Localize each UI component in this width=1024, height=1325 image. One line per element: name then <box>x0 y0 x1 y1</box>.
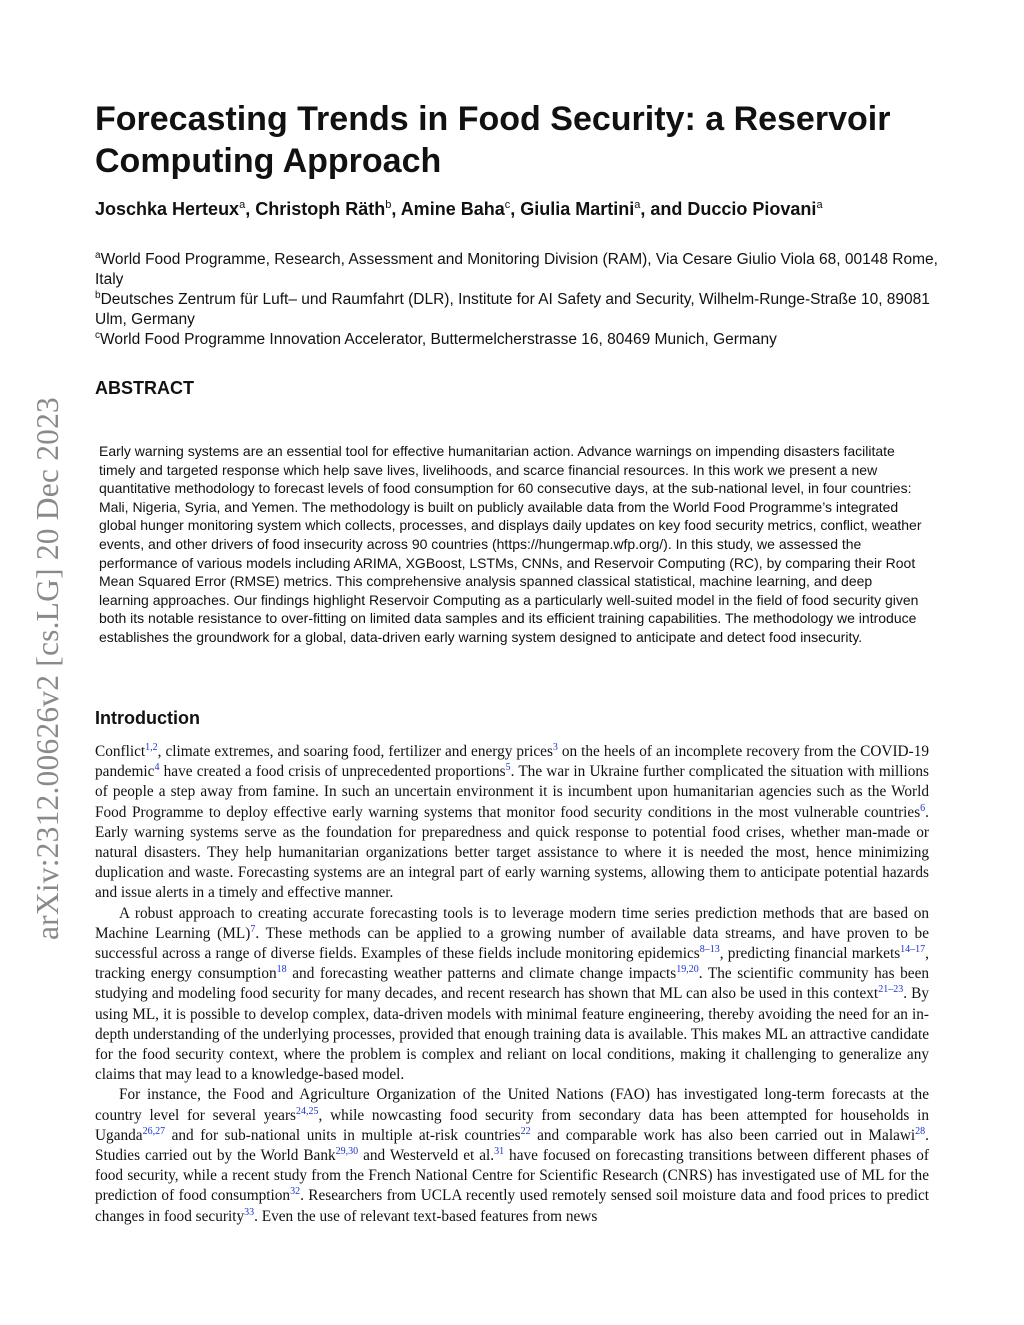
introduction-paragraph: Conflict$^{1,2}$, climate extremes, and soaring food, fertilizer and energy prices$^3$ on the heels of an incomplete recovery from the COVID-19 pandemic$^4$ have created a food crisis of unprecedented proportions$^5$. The war in Ukraine further complicated the situation with millions of people a step away from famine. In such an uncertain environment it is incumbent upon humanitarian agencies such as the World Food Programme to deploy effective early warning systems that monitor food security conditions in the most vulnerable countries$^6$. Early warning systems serve as the foundation for preparedness and quick response to potential food crises, whether man-made or natural disasters. They help humanitarian organizations better target assistance to where it is needed the most, hence minimizing duplication and waste. Forecasting systems are an integral part of early warning systems, allowing them to anticipate potential hazards and issue alerts in a timely and effective manner. <box>95 742 929 902</box>
author-affiliation-mark: a <box>816 199 823 211</box>
citation-link[interactable]: 4 <box>154 762 160 774</box>
author-name: Giulia Martini <box>520 199 635 219</box>
affiliation-text: World Food Programme Innovation Accelerator, Buttermelcherstrasse 16, 80469 Munich, Germany <box>100 331 777 349</box>
affiliation-mark: a <box>95 250 101 261</box>
arxiv-identifier-stamp: arXiv:2312.00626v2 [cs.LG] 20 Dec 2023 <box>30 397 65 940</box>
author-name: Christoph Räth <box>255 199 386 219</box>
citation-link[interactable]: 26,27 <box>142 1125 166 1137</box>
citation-link[interactable]: 1,2 <box>145 742 158 753</box>
citation-link[interactable]: 8–13 <box>699 944 720 956</box>
citation-link[interactable]: 5 <box>505 762 511 774</box>
author-affiliation-mark: a <box>634 199 641 211</box>
affiliation-mark: b <box>95 290 101 301</box>
affiliation-c <box>95 326 945 350</box>
citation-link[interactable]: 18 <box>276 964 287 976</box>
introduction-heading: Introduction <box>95 708 200 728</box>
author-affiliation-mark: c <box>504 199 511 211</box>
citation-link[interactable]: 21–23 <box>878 984 904 996</box>
affiliation-text: World Food Programme, Research, Assessment and Monitoring Division (RAM), Via Cesare Giulio Viola 68, 00148 Rome, Italy <box>95 251 938 289</box>
introduction-paragraph: A robust approach to creating accurate forecasting tools is to leverage modern time series prediction methods that are based on Machine Learning (ML)$^7$. These methods can be applied to a growing number of available data streams, and have proven to be successful across a range of diverse fields. Examples of these fields include monitoring epidemics$^{8-13}$, predicting financial markets$^{14-17}$, tracking energy consumption$^{18}$ and forecasting weather patterns and climate change impacts$^{19,20}$. The scientific community has been studying and modeling food security for many decades, and recent research has shown that ML can also be used in this context$^{21-23}$. By using ML, it is possible to develop complex, data-driven models with minimal feature engineering, thereby avoiding the need for an in-depth understanding of the underlying processes, provided that enough training data is available. This makes ML an attractive candidate for the food security context, where the problem is complex and reliant on local conditions, making it challenging to generalize any claims that may lead to a knowledge-based model. <box>95 904 930 1084</box>
citation-link[interactable]: 31 <box>494 1146 505 1158</box>
paper-title: Forecasting Trends in Food Security: a Reservoir Computing Approach <box>95 100 891 180</box>
citation-link[interactable]: 19,20 <box>676 964 699 976</box>
author-name: Amine Baha <box>400 199 505 219</box>
citation-link[interactable]: 28 <box>915 1125 926 1137</box>
author-affiliation-mark: a <box>239 199 246 211</box>
citation-link[interactable]: 7 <box>250 923 256 935</box>
citation-link[interactable]: 6 <box>920 802 926 814</box>
affiliation-b <box>95 286 945 330</box>
citation-link[interactable]: 3 <box>552 742 558 753</box>
citation-link[interactable]: 32 <box>290 1186 301 1198</box>
author-name: Joschka Herteux <box>95 199 240 219</box>
citation-link[interactable]: 33 <box>244 1206 255 1218</box>
citation-link[interactable]: 22 <box>520 1125 531 1137</box>
introduction-paragraph: For instance, the Food and Agriculture Organization of the United Nations (FAO) has investigated long-term forecasts at the country level for several years$^{24,25}$, while nowcasting food security from secondary data has been attempted for households in Uganda$^{26,27}$ and for sub-national units in multiple at-risk countries$^{22}$ and comparable work has also been carried out in Malawi$^{28}$. Studies carried out by the World Bank$^{29,30}$ and Westerveld et al.$^{31}$ have focused on forecasting transitions between different phases of food security, while a recent study from the French National Centre for Scientific Research (CNRS) has investigated use of ML for the prediction of food consumption$^{32}$. Researchers from UCLA recently used remotely sensed soil moisture data and food prices to predict changes in food security$^{33}$. Even the use of relevant text-based features from news <box>95 1086 929 1225</box>
abstract-heading: ABSTRACT <box>95 378 194 398</box>
abstract-body: Early warning systems are an essential tool for effective humanitarian action. Advance warnings on impending disasters facilitate timely and targeted response which help save lives, livelihoods, and scarce financial resources. In this work we present a new quantitative methodology to forecast levels of food consumption for 60 consecutive days, at the sub-national level, in four countries: Mali, Nigeria, Syria, and Yemen. The methodology is built on publicly available data from the World Food Programme’s integrated global hunger monitoring system which collects, processes, and displays daily updates on key food security metrics, conflict, weather events, and other drivers of food insecurity across 90 countries (https://hungermap.wfp.org/). In this study, we assessed the performance of various models including ARIMA, XGBoost, LSTMs, CNNs, and Reservoir Computing (RC), by comparing their Root Mean Squared Error (RMSE) metrics. This comprehensive analysis spanned classical statistical, machine learning, and deep learning approaches. Our findings highlight Reservoir Computing as a particularly well-suited model in the field of food security given both its notable resistance to over-fitting on limited data samples and its efficient training capabilities. The methodology we introduce establishes the groundwork for a global, data-driven early warning system designed to anticipate and detect food insecurity. <box>99 443 922 645</box>
author-list: Joschka Herteux$^a$, Christoph Räth$^b$, Amine Baha$^c$, Giulia Martini$^a$, and Duccio Piovani$^a$ <box>95 199 823 219</box>
citation-link[interactable]: 29,30 <box>335 1146 359 1158</box>
affiliation-mark: c <box>95 330 100 341</box>
affiliation-a <box>95 246 945 290</box>
author-name: Duccio Piovani <box>687 199 817 219</box>
citation-link[interactable]: 24,25 <box>296 1105 319 1117</box>
citation-link[interactable]: 14–17 <box>900 944 926 956</box>
author-affiliation-mark: b <box>385 199 392 211</box>
affiliation-text: Deutsches Zentrum für Luft– und Raumfahrt (DLR), Institute for AI Safety and Security, Wilhelm-Runge-Straße 10, 89081 Ulm, Germany <box>95 291 930 329</box>
introduction-body <box>95 742 929 1227</box>
